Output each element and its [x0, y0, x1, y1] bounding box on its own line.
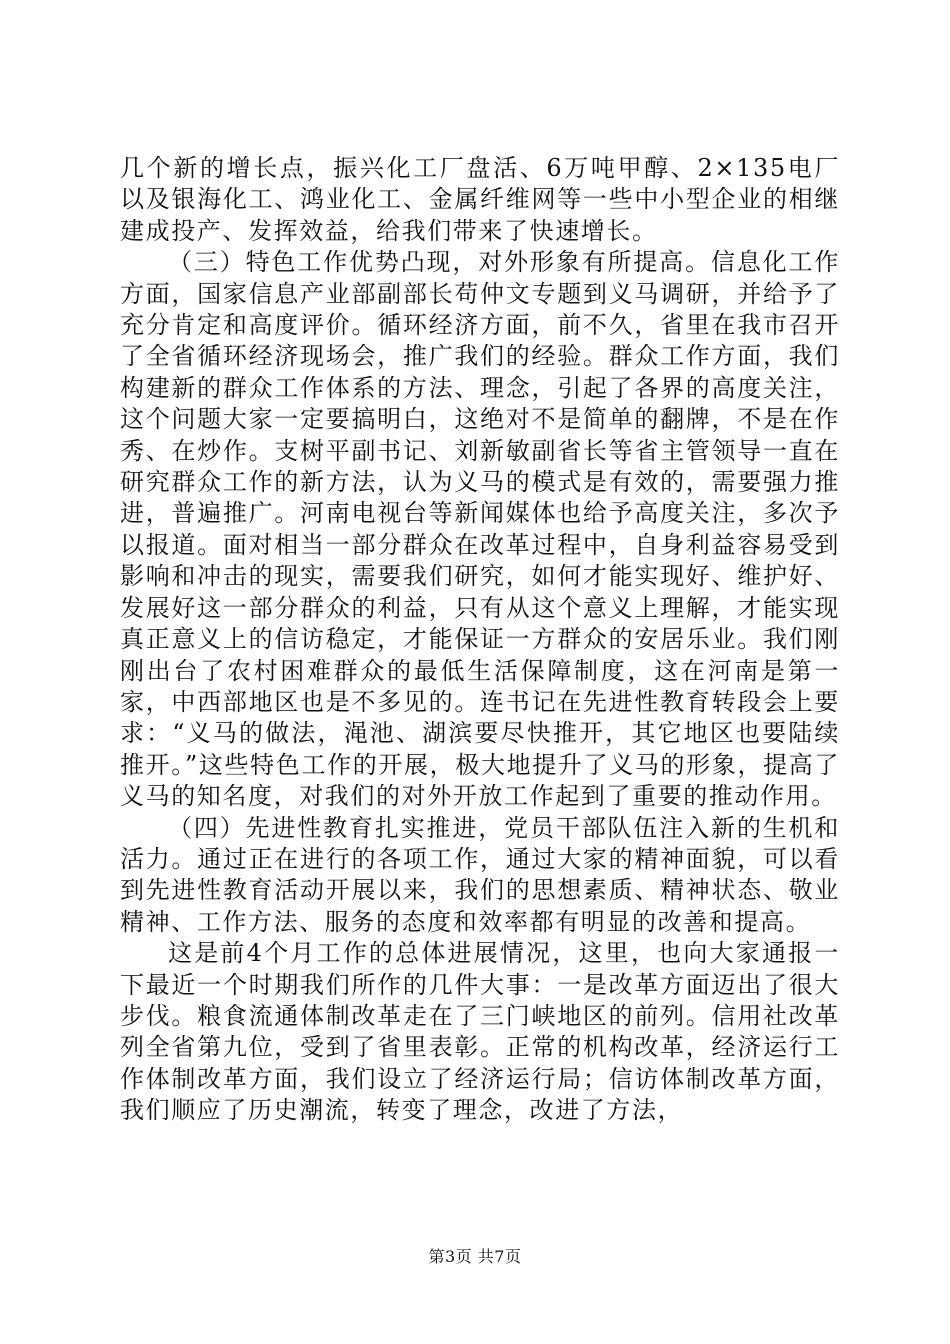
paragraph-summary: 这是前4个月工作的总体进展情况，这里，也向大家通报一下最近一个时期我们所作的几件大事：一是改革方面迈出了很大步伐。粮食流通体制改革走在了三门峡地区的前列。信用社改革列全省第九位，受到了省里表彰。正常的机构改革，经济运行工作体制改革方面，我们设立了经济运行局；信访体制改革方面，我们顺应了历史潮流，转变了理念，改进了方法，	[120, 939, 840, 1125]
paragraph-section-three: （三）特色工作优势凸现，对外形象有所提高。信息化工作方面，国家信息产业部副部长苟仲文专题到义马调研，并给予了充分肯定和高度评价。循环经济方面，前不久，省里在我市召开了全省循环经济现场会，推广我们的经验。群众工作方面，我们构建新的群众工作体系的方法、理念，引起了各界的高度关注，这个问题大家一定要搞明白，这绝对不是简单的翻牌，不是在作秀、在炒作。支树平副书记、刘新敏副省长等省主管领导一直在研究群众工作的新方法，认为义马的模式是有效的，需要强力推进，普遍推广。河南电视台等新闻媒体也给予高度关注，多次予以报道。面对相当一部分群众在改革过程中，自身利益容易受到影响和冲击的现实，需要我们研究，如何才能实现好、维护好、发展好这一部分群众的利益，只有从这个意义上理解，才能实现真正意义上的信访稳定，才能保证一方群众的安居乐业。我们刚刚出台了农村困难群众的最低生活保障制度，这在河南是第一家，中西部地区也是不多见的。连书记在先进性教育转段会上要求：“义马的做法，渑池、湖滨要尽快推开，其它地区也要陆续推开。”这些特色工作的开展，极大地提升了义马的形象，提高了义马的知名度，对我们的对外开放工作起到了重要的推动作用。	[120, 248, 840, 811]
page-footer: 第3页 共7页	[428, 1247, 522, 1266]
paragraph-section-four: （四）先进性教育扎实推进，党员干部队伍注入新的生机和活力。通过正在进行的各项工作，通过大家的精神面貌，可以看到先进性教育活动开展以来，我们的思想素质、精神状态、敬业精神、工作方法、服务的态度和效率都有明显的改善和提高。	[120, 813, 840, 936]
document-body	[120, 153, 840, 1127]
paragraph-continuation: 几个新的增长点，振兴化工厂盘活、6万吨甲醇、2×135电厂以及银海化工、鸿业化工、金属纤维网等一些中小型企业的相继建成投产、发挥效益，给我们带来了快速增长。	[120, 154, 840, 245]
